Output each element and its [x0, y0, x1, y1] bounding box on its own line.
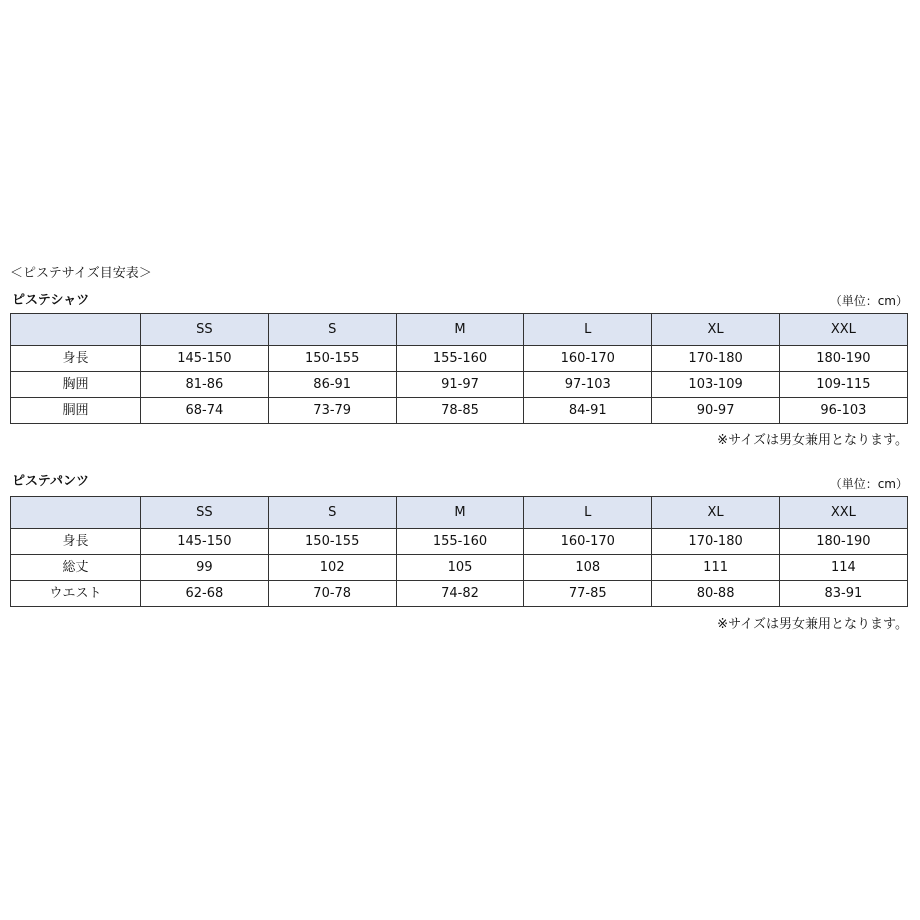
table-cell: 109-115 — [779, 372, 907, 398]
header-cell: S — [268, 314, 396, 346]
table-cell: 180-190 — [779, 346, 907, 372]
shirt-size-table — [10, 313, 908, 424]
table-header-row — [11, 497, 908, 529]
header-cell: XL — [652, 497, 780, 529]
table-cell: 160-170 — [524, 346, 652, 372]
pants-unit-label: （単位：cm） — [829, 477, 908, 491]
table-cell: 83-91 — [779, 581, 907, 607]
table-row — [11, 529, 908, 555]
row-label: 身長 — [11, 346, 141, 372]
table-cell: 78-85 — [396, 398, 524, 424]
header-cell: M — [396, 497, 524, 529]
table-cell: 114 — [779, 555, 907, 581]
header-corner-cell — [11, 314, 141, 346]
header-cell: SS — [141, 497, 269, 529]
table-cell: 62-68 — [141, 581, 269, 607]
row-label: ウエスト — [11, 581, 141, 607]
pants-size-table — [10, 496, 908, 607]
table-row — [11, 581, 908, 607]
header-corner-cell — [11, 497, 141, 529]
table-cell: 111 — [652, 555, 780, 581]
table-cell: 155-160 — [396, 346, 524, 372]
pants-section-title: ピステパンツ — [12, 474, 89, 489]
shirt-unit-label: （単位：cm） — [829, 294, 908, 308]
table-header-row — [11, 314, 908, 346]
table-row — [11, 372, 908, 398]
table-cell: 86-91 — [268, 372, 396, 398]
row-label: 胴囲 — [11, 398, 141, 424]
table-cell: 68-74 — [141, 398, 269, 424]
table-cell: 99 — [141, 555, 269, 581]
table-cell: 105 — [396, 555, 524, 581]
table-cell: 90-97 — [652, 398, 780, 424]
table-cell: 91-97 — [396, 372, 524, 398]
table-cell: 103-109 — [652, 372, 780, 398]
table-cell: 160-170 — [524, 529, 652, 555]
header-cell: M — [396, 314, 524, 346]
table-cell: 155-160 — [396, 529, 524, 555]
row-label: 身長 — [11, 529, 141, 555]
table-cell: 96-103 — [779, 398, 907, 424]
header-cell: XXL — [779, 497, 907, 529]
page-title: ＜ピステサイズ目安表＞ — [10, 266, 152, 281]
table-cell: 145-150 — [141, 346, 269, 372]
header-cell: XXL — [779, 314, 907, 346]
table-cell: 73-79 — [268, 398, 396, 424]
table-row — [11, 346, 908, 372]
header-cell: L — [524, 497, 652, 529]
table-cell: 108 — [524, 555, 652, 581]
table-cell: 150-155 — [268, 529, 396, 555]
table-cell: 145-150 — [141, 529, 269, 555]
table-cell: 180-190 — [779, 529, 907, 555]
table-row — [11, 398, 908, 424]
shirt-unisex-note: ※サイズは男女兼用となります。 — [717, 433, 908, 448]
table-cell: 74-82 — [396, 581, 524, 607]
table-cell: 170-180 — [652, 529, 780, 555]
header-cell: XL — [652, 314, 780, 346]
table-cell: 84-91 — [524, 398, 652, 424]
table-cell: 102 — [268, 555, 396, 581]
table-cell: 170-180 — [652, 346, 780, 372]
table-cell: 80-88 — [652, 581, 780, 607]
table-cell: 97-103 — [524, 372, 652, 398]
table-cell: 77-85 — [524, 581, 652, 607]
row-label: 胸囲 — [11, 372, 141, 398]
header-cell: S — [268, 497, 396, 529]
shirt-section-title: ピステシャツ — [12, 293, 90, 308]
header-cell: L — [524, 314, 652, 346]
table-cell: 81-86 — [141, 372, 269, 398]
table-cell: 70-78 — [268, 581, 396, 607]
table-row — [11, 555, 908, 581]
header-cell: SS — [141, 314, 269, 346]
pants-unisex-note: ※サイズは男女兼用となります。 — [717, 617, 908, 632]
row-label: 総丈 — [11, 555, 141, 581]
table-cell: 150-155 — [268, 346, 396, 372]
